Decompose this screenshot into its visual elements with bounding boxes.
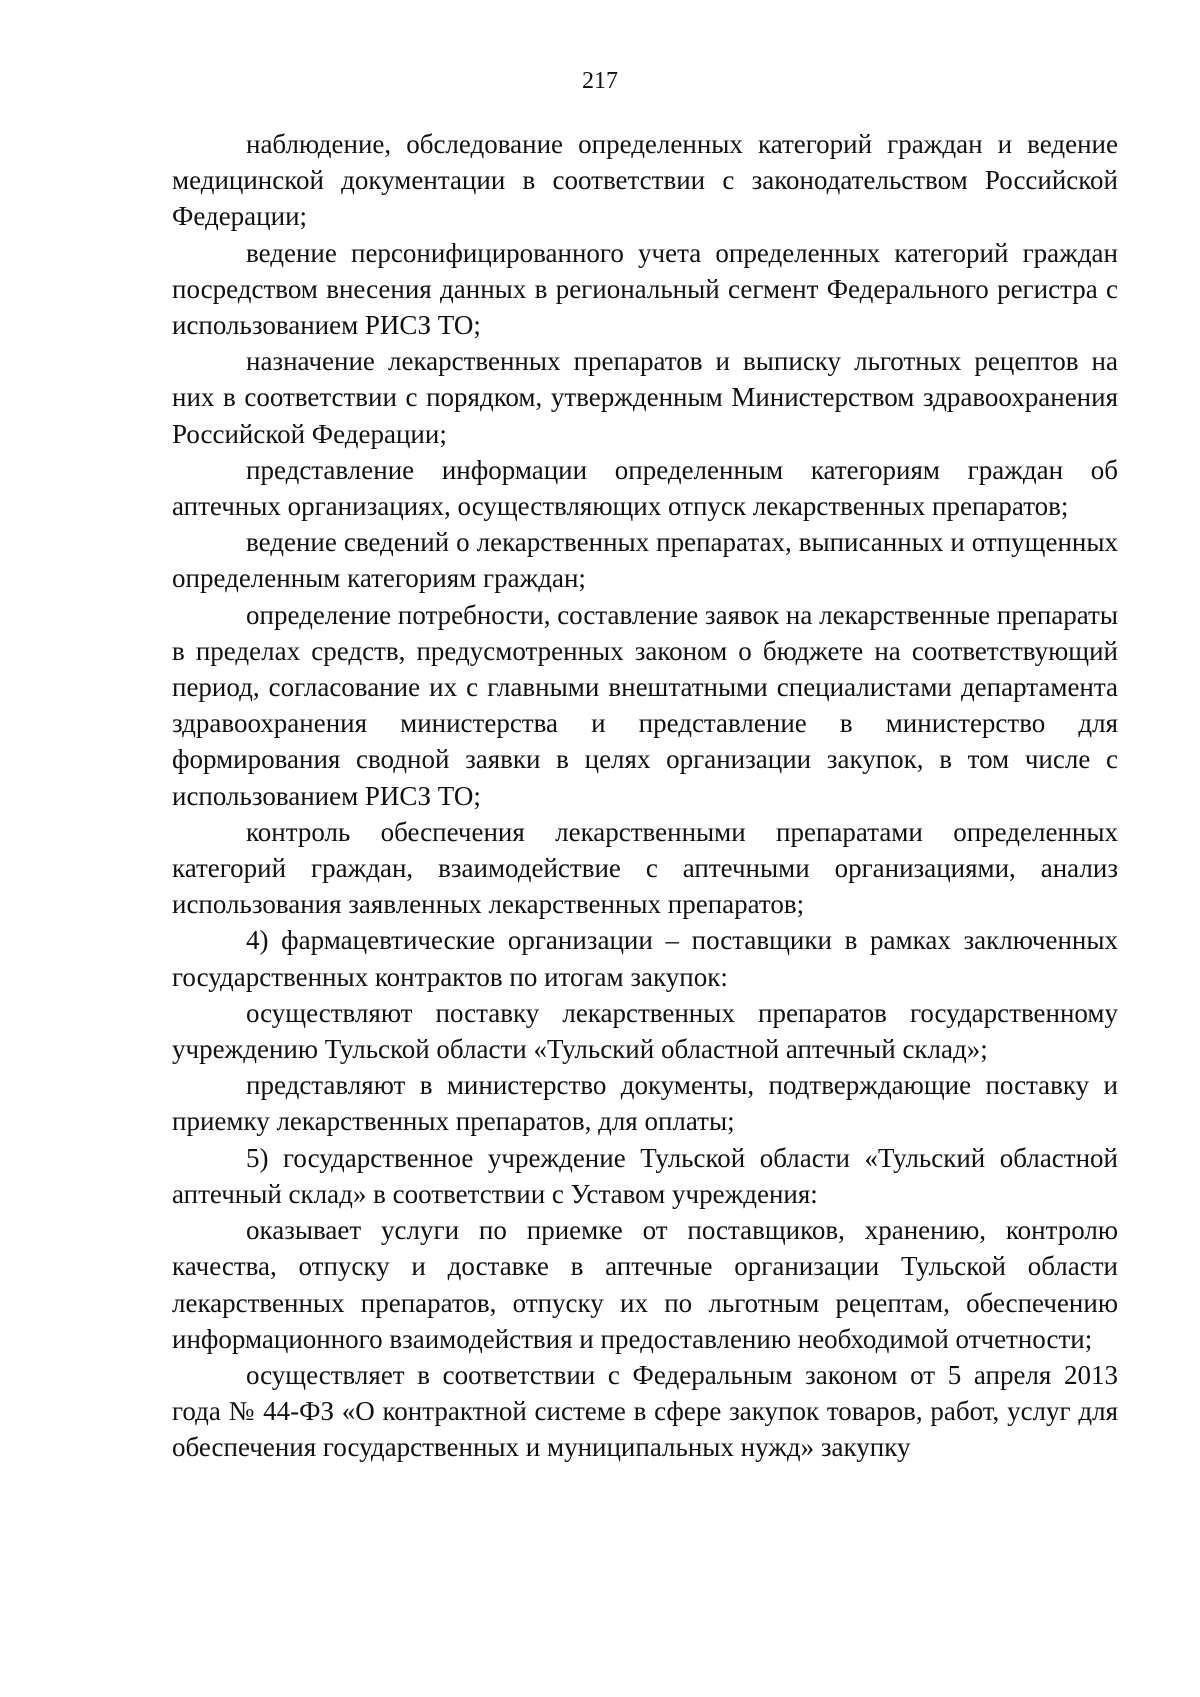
paragraph: 4) фармацевтические организации – поставщики в рамках заключенных государственных контрактов по итогам закупок:: [172, 925, 1118, 992]
paragraph: назначение лекарственных препаратов и выписку льготных рецептов на них в соответствии с порядком, утвержденным Министерством здравоохранения Российской Федерации;: [172, 346, 1118, 449]
paragraph: ведение персонифицированного учета определенных категорий граждан посредством внесения данных в региональный сегмент Федерального регистра с использованием РИСЗ ТО;: [172, 237, 1118, 341]
paragraph: представление информации определенным категориям граждан об аптечных организациях, осуществляющих отпуск лекарственных препаратов;: [172, 454, 1118, 522]
paragraph: осуществляет в соответствии с Федеральным законом от 5 апреля 2013 года № 44-ФЗ «О контрактной системе в сфере закупок товаров, работ, услуг для обеспечения государственных и муниципальных нужд» закупку: [172, 1359, 1118, 1463]
paragraph: контроль обеспечения лекарственными препаратами определенных категорий граждан, взаимодействие с аптечными организациями, анализ использования заявленных лекарственных препаратов;: [172, 816, 1118, 920]
paragraph: наблюдение, обследование определенных категорий граждан и ведение медицинской документации в соответствии с законодательством Российской Федерации;: [172, 129, 1118, 232]
document-body: [172, 126, 1118, 1466]
paragraph: 5) государственное учреждение Тульской области «Тульский областной аптечный склад» в соответствии с Уставом учреждения:: [172, 1142, 1118, 1209]
paragraph: определение потребности, составление заявок на лекарственные препараты в пределах средств, предусмотренных законом о бюджете на соответствующий период, согласование их с главными внештатными специалистами департамента здравоохранения министерства и представление в министерство для формирования сводной заявки в целях организации закупок, в том числе с использованием РИСЗ ТО;: [172, 599, 1118, 811]
paragraph: осуществляют поставку лекарственных препаратов государственному учреждению Тульской области «Тульский областной аптечный склад»;: [172, 997, 1118, 1065]
page-number: 217: [582, 68, 618, 94]
paragraph: оказывает услуги по приемке от поставщиков, хранению, контролю качества, отпуску и доставке в аптечные организации Тульской области лекарственных препаратов, отпуску их по льготным рецептам, обеспечению информационного взаимодействия и предоставлению необходимой отчетности;: [172, 1215, 1118, 1354]
paragraph: ведение сведений о лекарственных препаратах, выписанных и отпущенных определенным категориям граждан;: [172, 527, 1118, 594]
paragraph: представляют в министерство документы, подтверждающие поставку и приемку лекарственных препаратов, для оплаты;: [172, 1070, 1118, 1137]
